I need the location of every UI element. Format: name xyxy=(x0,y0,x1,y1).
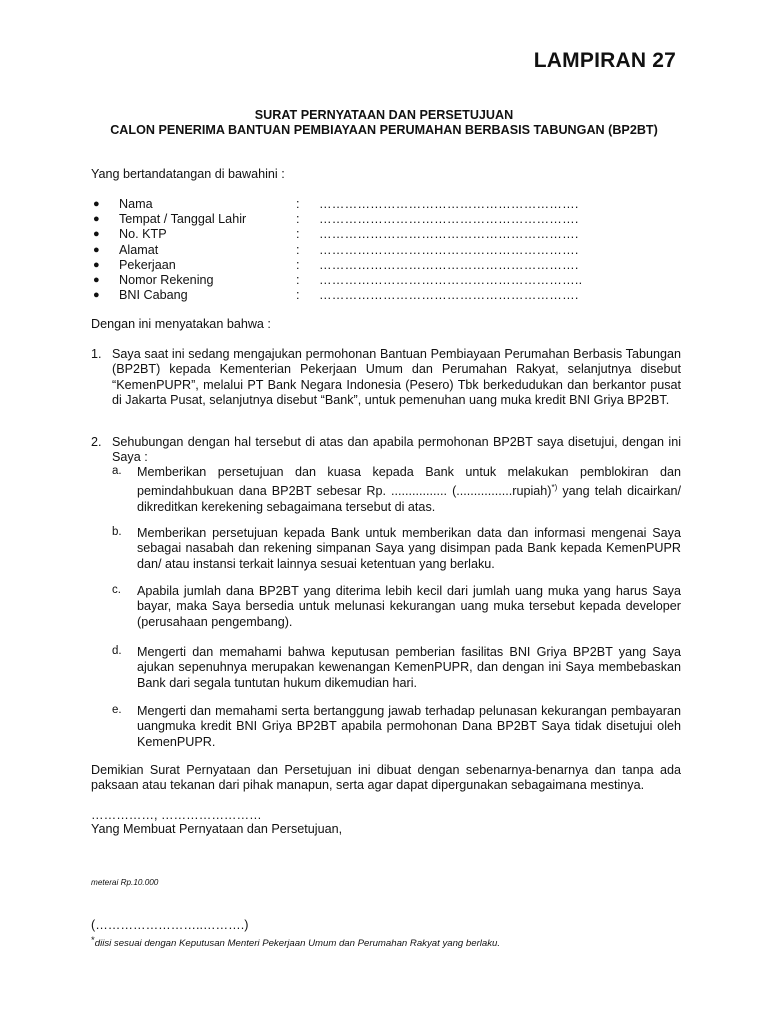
sub-item-letter: d. xyxy=(112,645,122,657)
field-blank: ……………………………………………………. xyxy=(319,212,579,227)
signatory-caption: Yang Membuat Pernyataan dan Persetujuan, xyxy=(91,822,343,836)
field-blank: ……………………………………………………. xyxy=(319,242,579,257)
closing-paragraph: Demikian Surat Pernyataan dan Persetujuan ini dibuat dengan sebenarnya-benarnya dan tanpa ada paksaan atau tekanan dari pihak manapun, serta agar dapat dipergunakan sebagaimana mestinya. xyxy=(91,763,681,793)
field-colon: : xyxy=(296,212,300,227)
numbered-item-2 xyxy=(91,435,681,466)
field-label: No. KTP xyxy=(119,227,167,242)
field-colon: : xyxy=(296,288,300,303)
bullet-icon: ● xyxy=(93,228,100,241)
sub-item-a xyxy=(112,465,681,515)
numbered-item-1 xyxy=(91,347,681,408)
field-blank: ……………………………………………………. xyxy=(319,197,579,211)
field-tempat-tanggal-lahir xyxy=(91,212,691,227)
title-line-1: SURAT PERNYATAAN DAN PERSETUJUAN xyxy=(254,108,514,122)
document-title xyxy=(0,108,768,138)
field-label: Alamat xyxy=(119,242,159,257)
field-nomor-rekening xyxy=(91,273,691,288)
sub-item-c xyxy=(112,584,681,630)
sub-item-text-part: Memberikan persetujuan dan kuasa kepada Bank untuk melakukan pemblokiran dan pemindahbukuan dana BP2BT sebesar Rp. ................ (................rupiah) xyxy=(137,465,681,499)
bullet-icon: ● xyxy=(93,243,100,256)
field-blank: ……………………………………………………. xyxy=(319,257,579,272)
sub-item-text: Memberikan persetujuan kepada Bank untuk memberikan data dan informasi mengenai Saya sebagai nasabah dan rekening simpanan Saya yang disimpan pada Bank kepada KemenPUPR dan/ atau instansi terkait lainnya sesuai ketentuan yang berlaku. xyxy=(137,526,681,571)
field-bni-cabang xyxy=(91,288,691,303)
sub-item-text-part: yang telah dicairkan/ dikreditkan kerekening sebagaimana tersebut di atas. xyxy=(137,484,682,514)
bullet-icon: ● xyxy=(93,213,100,226)
item-number: 1. xyxy=(91,347,102,361)
sub-item-text: Apabila jumlah dana BP2BT yang diterima lebih kecil dari jumlah uang muka yang harus Saya bayar, maka Saya bersedia untuk melunasi kekurangan uang muka tersebut kepada developer (perusahaan pengembang). xyxy=(137,584,681,629)
footnote xyxy=(91,935,500,949)
place-date-blank: ……………, …………………… xyxy=(91,808,262,822)
field-label: Nama xyxy=(119,197,153,211)
sub-item-e xyxy=(112,704,681,750)
footnote-star: * xyxy=(91,935,95,946)
bullet-icon: ● xyxy=(93,273,100,286)
sub-item-d xyxy=(112,645,681,691)
sub-item-text xyxy=(137,465,681,515)
field-blank: ……………………………………………………. xyxy=(319,227,579,242)
field-colon: : xyxy=(296,257,300,272)
bullet-icon: ● xyxy=(93,289,100,302)
field-blank: ……………………………………………………. xyxy=(319,288,579,303)
field-colon: : xyxy=(296,242,300,257)
statement-intro: Dengan ini menyatakan bahwa : xyxy=(91,317,271,331)
item-number: 2. xyxy=(91,435,102,449)
field-colon: : xyxy=(296,272,300,287)
footnote-marker: *) xyxy=(551,483,558,493)
field-colon: : xyxy=(296,227,300,242)
item-text: Sehubungan dengan hal tersebut di atas dan apabila permohonan BP2BT saya disetujui, dengan ini Saya : xyxy=(112,435,681,465)
meterai-stamp-label: meterai Rp.10.000 xyxy=(91,878,159,887)
footnote-text: diisi sesuai dengan Keputusan Menteri Pekerjaan Umum dan Perumahan Rakyat yang berlaku. xyxy=(94,938,501,949)
identity-fields xyxy=(91,197,691,303)
sub-item-letter: b. xyxy=(112,526,122,538)
sub-item-text: Mengerti dan memahami bahwa keputusan pemberian fasilitas BNI Griya BP2BT yang Saya ajukan sepenuhnya merupakan kewenangan KemenPUPR, dan dengan ini Saya membebaskan Bank dari segala tuntutan hukum dikemudian hari. xyxy=(137,645,681,690)
field-colon: : xyxy=(296,197,300,211)
lampiran-heading: LAMPIRAN 27 xyxy=(533,49,676,72)
field-blank: …………………………………………………….. xyxy=(319,272,583,287)
bullet-icon: ● xyxy=(93,258,100,271)
field-label: Nomor Rekening xyxy=(119,272,214,287)
item-text: Saya saat ini sedang mengajukan permohonan Bantuan Pembiayaan Perumahan Berbasis Tabungan (BP2BT) kepada Kementerian Pekerjaan Umum dan Perumahan Rakyat, selanjutnya disebut “KemenPUPR”, melalui PT Bank Negara Indonesia (Pesero) Tbk berkedudukan dan berkantor pusat di Jakarta Pusat, selanjutnya disebut “Bank”, untuk pemenuhan uang muka kredit BNI Griya BP2BT. xyxy=(112,347,681,407)
sub-item-text: Mengerti dan memahami serta bertanggung jawab terhadap pelunasan kekurangan pembayaran uangmuka kredit BNI Griya BP2BT apabila permohonan Dana BP2BT Saya tidak disetujui oleh KemenPUPR. xyxy=(137,704,681,749)
field-nama xyxy=(91,197,691,212)
bullet-icon: ● xyxy=(93,198,100,210)
field-label: Pekerjaan xyxy=(119,257,176,272)
field-pekerjaan xyxy=(91,258,691,273)
sub-item-letter: a. xyxy=(112,465,122,477)
field-no-ktp xyxy=(91,227,691,242)
sub-item-letter: e. xyxy=(112,704,122,716)
field-label: Tempat / Tanggal Lahir xyxy=(119,212,247,227)
title-line-2: CALON PENERIMA BANTUAN PEMBIAYAAN PERUMAHAN BERBASIS TABUNGAN (BP2BT) xyxy=(110,123,658,137)
intro-text: Yang bertandatangan di bawahini : xyxy=(91,167,285,181)
sub-item-b xyxy=(112,526,681,572)
field-label: BNI Cabang xyxy=(119,288,188,303)
signature-blank: (……………………..……….) xyxy=(91,918,249,932)
sub-item-letter: c. xyxy=(112,584,121,596)
field-alamat xyxy=(91,243,691,258)
